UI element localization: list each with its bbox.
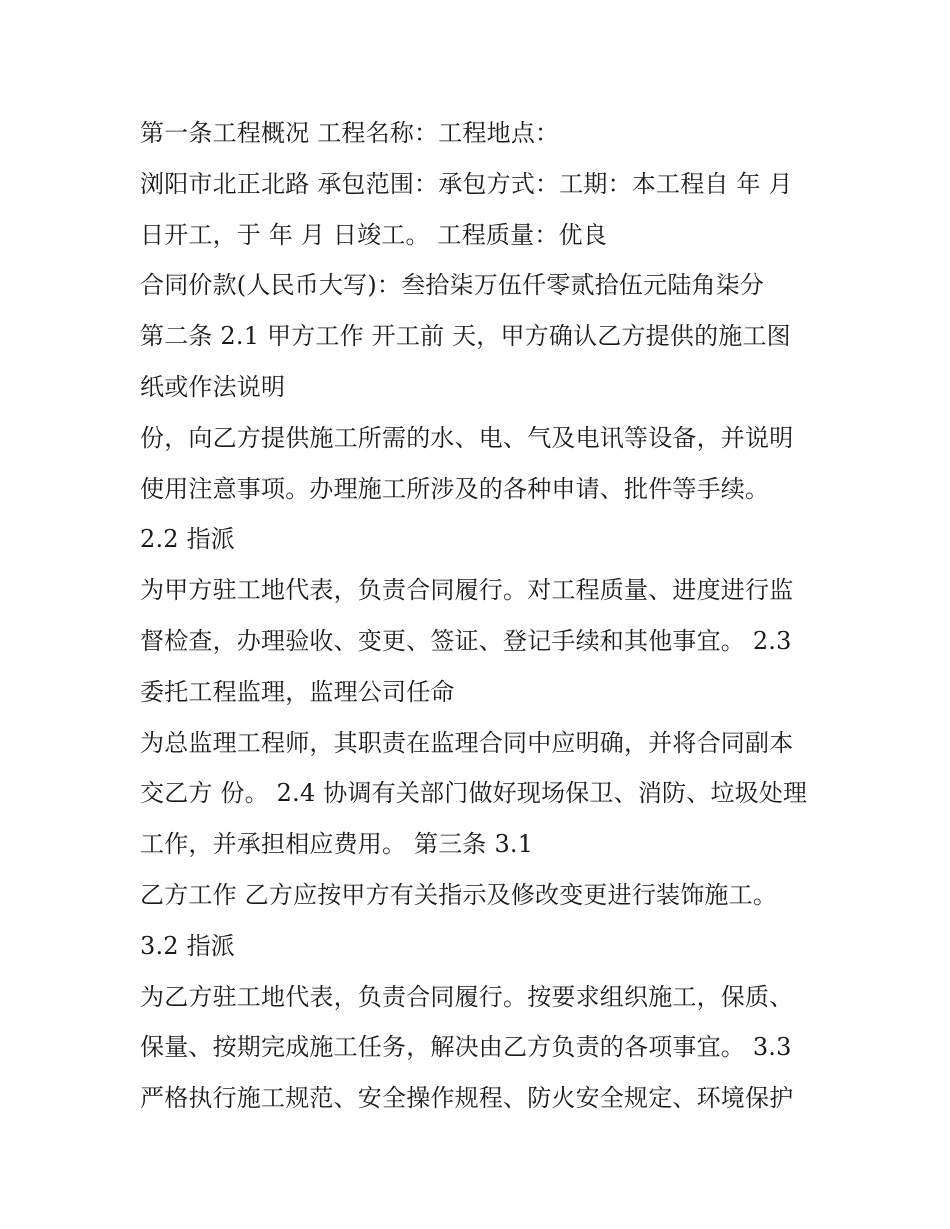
text-line: 第二条 2.1 甲方工作 开工前 天，甲方确认乙方提供的施工图 [140,322,791,351]
text-line: 督检查，办理验收、变更、签证、登记手续和其他事宜。 2.3 [140,626,792,655]
text-line: 严格执行施工规范、安全操作规程、防火安全规定、环境保护 [140,1084,794,1113]
text-line: 工作，并承担相应费用。 第三条 3.1 [140,830,534,859]
text-line: 第一条工程概况 工程名称：工程地点： [140,119,560,147]
text-line: 合同价款(人民币大写)：叁拾柒万伍仟零贰拾伍元陆角柒分 [140,271,765,300]
text-line: 为总监理工程师，其职责在监理合同中应明确，并将合同副本 [140,728,794,757]
text-line: 交乙方 份。 2.4 协调有关部门做好现场保卫、消防、垃圾处理 [140,779,808,808]
text-line: 份，向乙方提供施工所需的水、电、气及电讯等设备，并说明 [140,423,794,452]
text-line: 为甲方驻工地代表，负责合同履行。对工程质量、进度进行监 [140,576,794,605]
text-line: 纸或作法说明 [140,372,286,401]
text-line: 2.2 指派 [140,525,235,554]
text-line: 为乙方驻工地代表，负责合同履行。按要求组织施工，保质、 [140,982,794,1011]
text-line: 日开工，于 年 月 日竣工。 工程质量：优良 [140,220,607,249]
text-line: 3.2 指派 [140,931,235,960]
text-line: 保量、按期完成施工任务，解决由乙方负责的各项事宜。 3.3 [140,1033,792,1062]
text-line: 使用注意事项。办理施工所涉及的各种申请、批件等手续。 [140,474,770,503]
text-line: 浏阳市北正北路 承包范围：承包方式：工期：本工程自 年 月 [140,169,793,198]
document-body [140,108,830,1124]
text-line: 委托工程监理，监理公司任命 [140,677,455,706]
text-line: 乙方工作 乙方应按甲方有关指示及修改变更进行装饰施工。 [140,880,778,909]
